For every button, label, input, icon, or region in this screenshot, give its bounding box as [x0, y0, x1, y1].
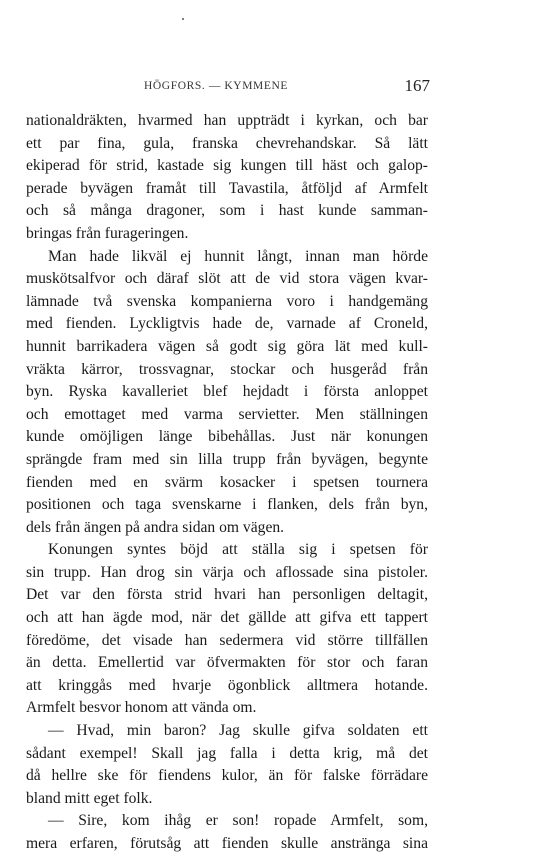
text-line: då hellre ske för fiendens kulor, än för falske förrädare	[26, 767, 428, 785]
running-header	[26, 76, 430, 96]
text-line: — Sire, kom ihåg er son! ropade Armfelt, som,	[48, 812, 428, 830]
text-line: Man hade likväl ej hunnit långt, innan man hörde	[48, 247, 428, 265]
text-line: nationaldräkten, hvarmed han uppträdt i kyrkan, och bar	[26, 112, 428, 129]
text-line: och emottaget med varma servietter. Men ställningen	[26, 405, 428, 423]
text-line: — Hvad, min baron? Jag skulle gifva soldaten ett	[48, 722, 428, 740]
text-line: fienden med en svärm kosacker i spetsen tournera	[26, 473, 428, 491]
text-line: Armfelt besvor honom att vända om.	[26, 699, 257, 717]
text-line: och att han ägde mod, när det gällde att gifva ett tappert	[26, 609, 428, 627]
page-number: 167	[404, 76, 430, 95]
text-line: bland mitt eget folk.	[26, 789, 153, 807]
text-line: sådant exempel! Skall jag falla i detta krig, må det	[26, 744, 428, 762]
body-text	[26, 110, 428, 856]
text-line: att kringgås med hvarje ögonblick alltmera hotande.	[26, 676, 428, 694]
text-line: muskötsalfvor och däraf slöt att de vid stora vägen kvar-	[26, 270, 428, 288]
text-line: Konungen syntes böjd att ställa sig i spetsen för	[48, 541, 428, 559]
text-line: hunnit barrikadera vägen så godt sig göra lät med kull-	[26, 337, 428, 355]
text-line: med fienden. Lyckligtvis hade de, varnade af Croneld,	[26, 315, 428, 333]
text-line: bringas från furageringen.	[26, 224, 189, 242]
text-line: föredöme, det visade han sedermera vid större tillfällen	[26, 631, 428, 649]
text-line: Det var den första strid hvari han personligen deltagit,	[26, 586, 428, 604]
text-line: perade byvägen framåt till Tavastila, åtföljd af Armfelt	[26, 179, 428, 197]
text-line: mera erfaren, förutsåg att fienden skulle anstränga sina	[26, 835, 428, 852]
text-line: sin trupp. Han drog sin värja och aflossade sina pistoler.	[26, 563, 428, 581]
text-line: ett par fina, gula, franska chevrehandskar. Så lätt	[26, 134, 428, 152]
text-line: byn. Ryska kavalleriet blef hejdadt i första anloppet	[26, 383, 428, 401]
text-line: sprängde fram med sin lilla trupp från byvägen, begynte	[26, 450, 428, 468]
text-line: positionen och taga svenskarne i flanken, dels från byn,	[26, 496, 428, 514]
print-speck	[182, 18, 184, 20]
text-line: dels från ängen på andra sidan om vägen.	[26, 518, 285, 536]
text-line: lämnade två svenska kompanierna voro i handgemäng	[26, 292, 428, 310]
text-line: än detta. Emellertid var öfvermakten för stor och faran	[26, 654, 428, 672]
text-line: vräkta kärror, trossvagnar, stockar och husgeråd från	[26, 360, 428, 378]
text-line: kunde omöjligen länge bibehållas. Just när konungen	[26, 428, 428, 446]
running-header-title: HÖGFORS. — KYMMENE	[144, 80, 289, 92]
text-line: och så många dragoner, som i hast kunde samman-	[26, 202, 428, 220]
text-line: ekiperad för strid, kastade sig kungen till häst och galop-	[26, 157, 428, 175]
